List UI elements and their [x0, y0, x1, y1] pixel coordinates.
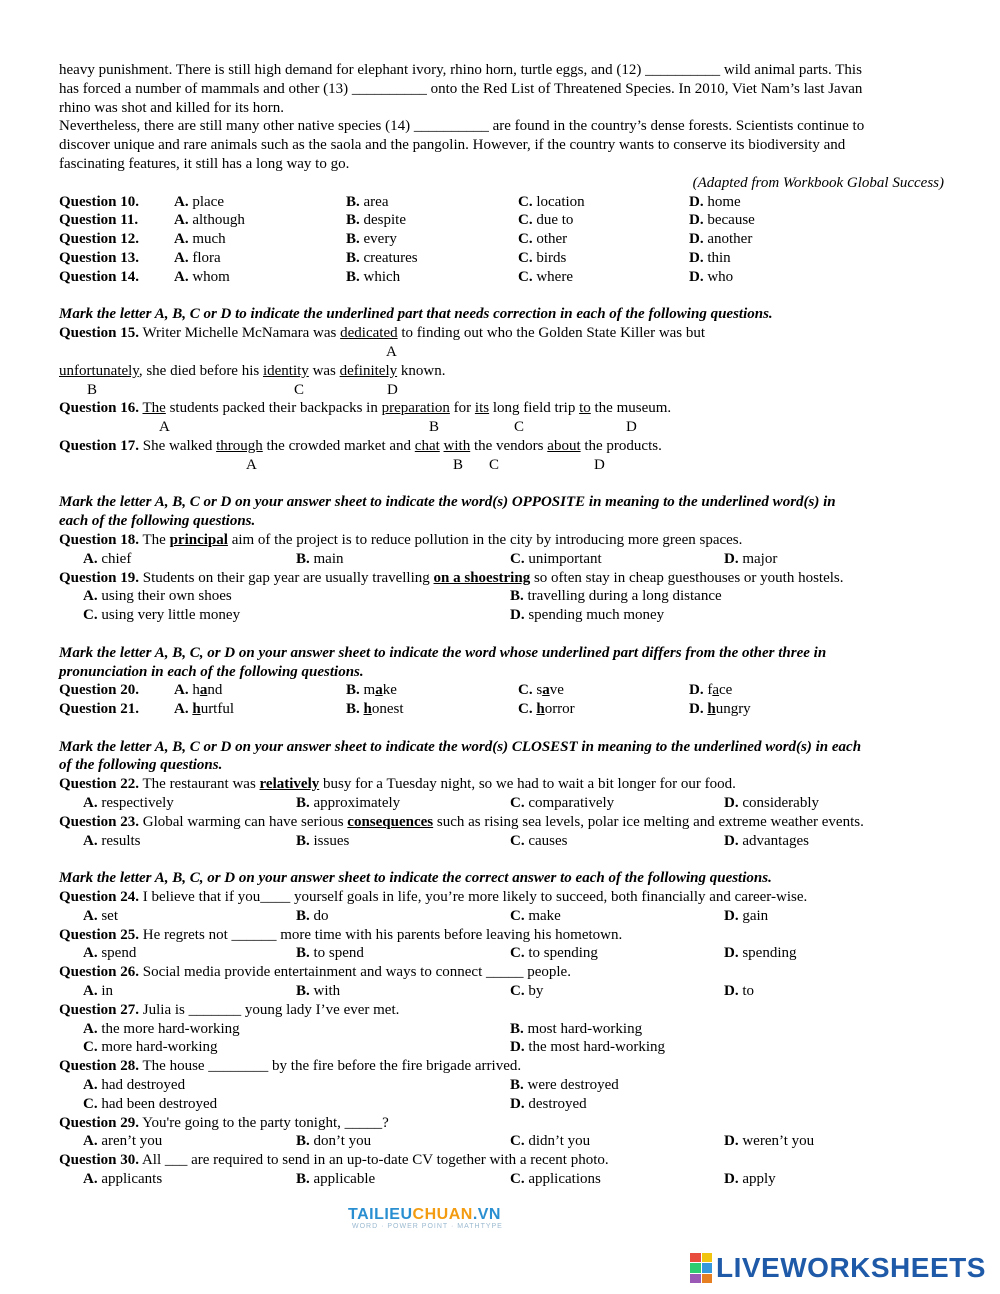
option-a[interactable]: A. flora [174, 249, 221, 266]
section-instruction: Mark the letter A, B, C or D to indicate the underlined part that needs correction in each of the following questions. [59, 306, 773, 323]
question-row [59, 249, 944, 268]
question-number: Question 12. [59, 231, 140, 248]
underlined-d[interactable]: about [547, 437, 581, 454]
option-d[interactable]: D. weren’t you [724, 1133, 815, 1150]
underlined-b[interactable]: preparation [381, 400, 450, 417]
question-row [59, 681, 944, 700]
question-row [59, 268, 944, 287]
question-23: Question 23. Global warming can have serious consequences such as rising sea levels, polar ice melting and extreme weather events. [59, 813, 864, 830]
question-number: Question 10. [59, 193, 140, 210]
underlined-c[interactable]: its [474, 400, 490, 417]
underlined-b[interactable]: chat [414, 437, 440, 454]
option-c[interactable]: C. location [518, 193, 585, 210]
letter-a: A [386, 343, 397, 360]
options-row [59, 606, 944, 625]
liveworksheets-text: LIVEWORKSHEETS [716, 1252, 986, 1283]
question-number: Question 13. [59, 249, 140, 266]
option-a[interactable]: A. results [83, 832, 141, 849]
option-d[interactable]: D. spending [724, 945, 797, 962]
option-a[interactable]: A. although [174, 212, 245, 229]
option-c[interactable]: C. causes [510, 832, 568, 849]
option-d[interactable]: D. major [724, 550, 778, 567]
option-a[interactable]: A. aren’t you [83, 1133, 163, 1150]
section-error-correction [59, 305, 944, 474]
letter-c: C [514, 419, 525, 436]
letter-d: D [594, 456, 605, 473]
letter-d: D [387, 381, 398, 398]
option-d[interactable]: D. home [689, 193, 741, 210]
option-d[interactable]: D. another [689, 231, 753, 248]
passage-source: (Adapted from Workbook Global Success) [692, 174, 944, 191]
option-d[interactable]: D. gain [724, 907, 769, 924]
question-row [59, 193, 944, 212]
question-number: Question 17. [59, 437, 140, 454]
option-b[interactable]: B. most hard-working [510, 1020, 643, 1037]
option-d[interactable]: D. considerably [724, 795, 819, 812]
options-row [59, 1076, 944, 1095]
letter-row [59, 343, 944, 362]
option-d[interactable]: D. apply [724, 1171, 776, 1188]
option-b[interactable]: B. every [346, 231, 397, 248]
letter-b: B [453, 456, 464, 473]
options-row [59, 944, 944, 963]
option-d[interactable]: D. face [689, 682, 733, 699]
option-d[interactable]: D. who [689, 268, 734, 285]
option-a[interactable]: A. the more hard-working [83, 1020, 240, 1037]
option-c[interactable]: C. more hard-working [83, 1039, 218, 1056]
option-a[interactable]: A. spend [83, 945, 137, 962]
option-a[interactable]: A. using their own shoes [83, 588, 232, 605]
question-number: Question 19. [59, 569, 140, 586]
section-instruction: Mark the letter A, B, C or D on your answer sheet to indicate the word(s) CLOSEST in meaning to the underlined word(s) in each [59, 738, 862, 755]
letter-d: D [626, 419, 637, 436]
option-a[interactable]: A. much [174, 231, 226, 248]
option-c[interactable]: C. by [510, 983, 544, 1000]
letter-b: B [429, 419, 440, 436]
passage-line: rhino was shot and killed for its horn. [59, 99, 284, 116]
section-opposite [59, 493, 944, 625]
letter-a: A [159, 419, 170, 436]
option-b[interactable]: B. area [346, 193, 389, 210]
option-c[interactable]: C. birds [518, 249, 567, 266]
section-instruction: Mark the letter A, B, C, or D on your answer sheet to indicate the correct answer to each of the following questions. [59, 870, 772, 887]
question-row [59, 211, 944, 230]
section-instruction: Mark the letter A, B, C, or D on your answer sheet to indicate the word whose underlined part differs from the other three in [59, 644, 827, 661]
question-15-cont: unfortunately, she died before his identity was definitely known. [59, 362, 446, 379]
option-b[interactable]: B. travelling during a long distance [510, 588, 722, 605]
option-d[interactable]: D. thin [689, 249, 731, 266]
underlined-a[interactable]: The [142, 400, 166, 417]
option-d[interactable]: D. to [724, 983, 755, 1000]
question-28: Question 28. The house ________ by the fire before the fire brigade arrived. [59, 1058, 522, 1075]
options-row [59, 1038, 944, 1057]
options-row [59, 550, 944, 569]
question-17: Question 17. She walked through the crowded market and chat with the vendors about the products. [59, 437, 662, 454]
option-c[interactable]: C. didn’t you [510, 1133, 591, 1150]
letter-row [59, 418, 944, 437]
option-a[interactable]: A. whom [174, 268, 230, 285]
question-number: Question 11. [59, 212, 139, 229]
option-c[interactable]: C. unimportant [510, 550, 602, 567]
question-row [59, 230, 944, 249]
option-a[interactable]: A. set [83, 907, 119, 924]
option-b[interactable]: B. do [296, 907, 329, 924]
question-26: Question 26. Social media provide entertainment and ways to connect _____ people. [59, 964, 571, 981]
passage-line: Nevertheless, there are still many other native species (14) __________ are found in the country’s dense forests. Scientists continue to [59, 118, 865, 135]
question-number: Question 18. [59, 531, 140, 548]
option-c[interactable]: C. save [518, 682, 564, 699]
option-a[interactable]: A. in [83, 983, 114, 1000]
question-22: Question 22. The restaurant was relatively busy for a Tuesday night, so we had to wait a bit longer for our food. [59, 776, 736, 793]
letter-c: C [489, 456, 500, 473]
option-c[interactable]: C. using very little money [83, 607, 241, 624]
option-a[interactable]: A. applicants [83, 1171, 163, 1188]
option-c[interactable]: C. comparatively [510, 795, 615, 812]
question-number: Question 21. [59, 701, 140, 718]
question-number: Question 14. [59, 268, 140, 285]
worksheet-page [59, 61, 944, 1189]
underlined-d[interactable]: definitely [339, 362, 398, 379]
section-closest [59, 738, 944, 851]
question-15: Question 15. Writer Michelle McNamara was dedicated to finding out who the Golden State Killer was but [59, 325, 706, 342]
option-d[interactable]: D. hungry [689, 701, 751, 718]
question-number: Question 16. [59, 400, 140, 417]
underlined-c[interactable]: identity [262, 362, 309, 379]
passage-line: fascinating features, it still has a long way to go. [59, 155, 350, 172]
option-b[interactable]: B. which [346, 268, 401, 285]
question-number: Question 20. [59, 682, 140, 699]
option-b[interactable]: B. issues [296, 832, 350, 849]
options-row [59, 1170, 944, 1189]
question-number: Question 15. [59, 325, 140, 342]
option-a[interactable]: A. had destroyed [83, 1077, 186, 1094]
option-c[interactable]: C. due to [518, 212, 574, 229]
option-c[interactable]: C. to spending [510, 945, 598, 962]
options-row [59, 1095, 944, 1114]
option-b[interactable]: B. approximately [296, 795, 401, 812]
option-b[interactable]: B. creatures [346, 249, 418, 266]
option-c[interactable]: C. make [510, 907, 561, 924]
option-b[interactable]: B. to spend [296, 945, 364, 962]
question-25: Question 25. He regrets not ______ more time with his parents before leaving his hometown. [59, 926, 623, 943]
option-b[interactable]: B. with [296, 983, 341, 1000]
option-b[interactable]: B. were destroyed [510, 1077, 619, 1094]
option-a[interactable]: A. place [174, 193, 224, 210]
option-b[interactable]: B. applicable [296, 1171, 376, 1188]
option-c[interactable]: C. horror [518, 701, 575, 718]
options-row [59, 982, 944, 1001]
options-row [59, 832, 944, 851]
letter-row [59, 381, 944, 400]
letter-a: A [246, 456, 257, 473]
underlined-a[interactable]: dedicated [340, 325, 398, 342]
options-row [59, 1132, 944, 1151]
underlined-d[interactable]: to [579, 400, 591, 417]
section-correct-answer [59, 869, 944, 1189]
question-19: Question 19. Students on their gap year are usually travelling on a shoestring so often stay in cheap guesthouses or youth hostels. [59, 569, 844, 586]
question-30: Question 30. All ___ are required to send in an up-to-date CV together with a recent photo. [59, 1152, 609, 1169]
option-a[interactable]: A. hand [174, 682, 223, 699]
section-instruction: Mark the letter A, B, C or D on your answer sheet to indicate the word(s) OPPOSITE in meaning to the underlined word(s) in [59, 494, 836, 511]
option-a[interactable]: A. chief [83, 550, 132, 567]
option-d[interactable]: D. the most hard-working [510, 1039, 665, 1056]
section-pronunciation [59, 644, 944, 719]
option-c[interactable]: C. where [518, 268, 573, 285]
option-d[interactable]: D. because [689, 212, 755, 229]
passage-line: has forced a number of mammals and other (13) __________ onto the Red List of Threatened Species. In 2010, Viet Nam’s last Javan [59, 80, 863, 97]
options-row [59, 794, 944, 813]
liveworksheets-logo [690, 1252, 986, 1284]
options-row [59, 1020, 944, 1039]
passage-line: heavy punishment. There is still high demand for elephant ivory, rhino horn, turtle eggs, and (12) __________ wild animal parts. This [59, 62, 862, 78]
question-row [59, 700, 944, 719]
options-row [59, 587, 944, 606]
question-number: Question 22. [59, 776, 140, 793]
section-instruction: pronunciation in each of the following questions. [59, 663, 364, 680]
option-c[interactable]: C. other [518, 231, 568, 248]
option-b[interactable]: B. despite [346, 212, 407, 229]
tailieuchuan-logo: TAILIEUCHUAN.VN [348, 1206, 501, 1223]
option-d[interactable]: D. destroyed [510, 1095, 587, 1112]
letter-row [59, 456, 944, 475]
question-27: Question 27. Julia is _______ young lady I’ve ever met. [59, 1001, 400, 1018]
option-d[interactable]: D. advantages [724, 832, 809, 849]
cloze-questions [59, 193, 944, 287]
underlined-b[interactable]: unfortunately [59, 362, 139, 379]
option-b[interactable]: B. honest [346, 701, 404, 718]
question-29: Question 29. You're going to the party tonight, _____? [59, 1114, 389, 1131]
passage-line: discover unique and rare animals such as the saola and the pangolin. However, if the country wants to conserve its biodiversity and [59, 137, 846, 154]
underlined-a[interactable]: through [216, 437, 263, 454]
option-a[interactable]: A. respectively [83, 795, 174, 812]
option-a[interactable]: A. hurtful [174, 701, 235, 718]
section-instruction: of the following questions. [59, 757, 223, 774]
option-b[interactable]: B. don’t you [296, 1133, 372, 1150]
letter-b: B [87, 381, 98, 398]
letter-c: C [294, 381, 305, 398]
option-b[interactable]: B. make [346, 682, 397, 699]
underlined-c[interactable]: with [443, 437, 471, 454]
liveworksheets-icon [690, 1253, 712, 1283]
section-instruction: each of the following questions. [59, 513, 256, 530]
tailieuchuan-tagline: WORD · POWER POINT · MATHTYPE [352, 1223, 503, 1230]
question-18: Question 18. The principal aim of the project is to reduce pollution in the city by introducing more green spaces. [59, 531, 743, 548]
option-c[interactable]: C. had been destroyed [83, 1095, 218, 1112]
question-16: Question 16. The students packed their backpacks in preparation for its long field trip to the museum. [59, 400, 672, 417]
option-b[interactable]: B. main [296, 550, 344, 567]
passage [59, 61, 944, 193]
options-row [59, 907, 944, 926]
question-number: Question 23. [59, 813, 140, 830]
question-24: Question 24. I believe that if you____ yourself goals in life, you’re more likely to succeed, both financially and career-wise. [59, 889, 808, 906]
option-d[interactable]: D. spending much money [510, 607, 665, 624]
option-c[interactable]: C. applications [510, 1171, 601, 1188]
